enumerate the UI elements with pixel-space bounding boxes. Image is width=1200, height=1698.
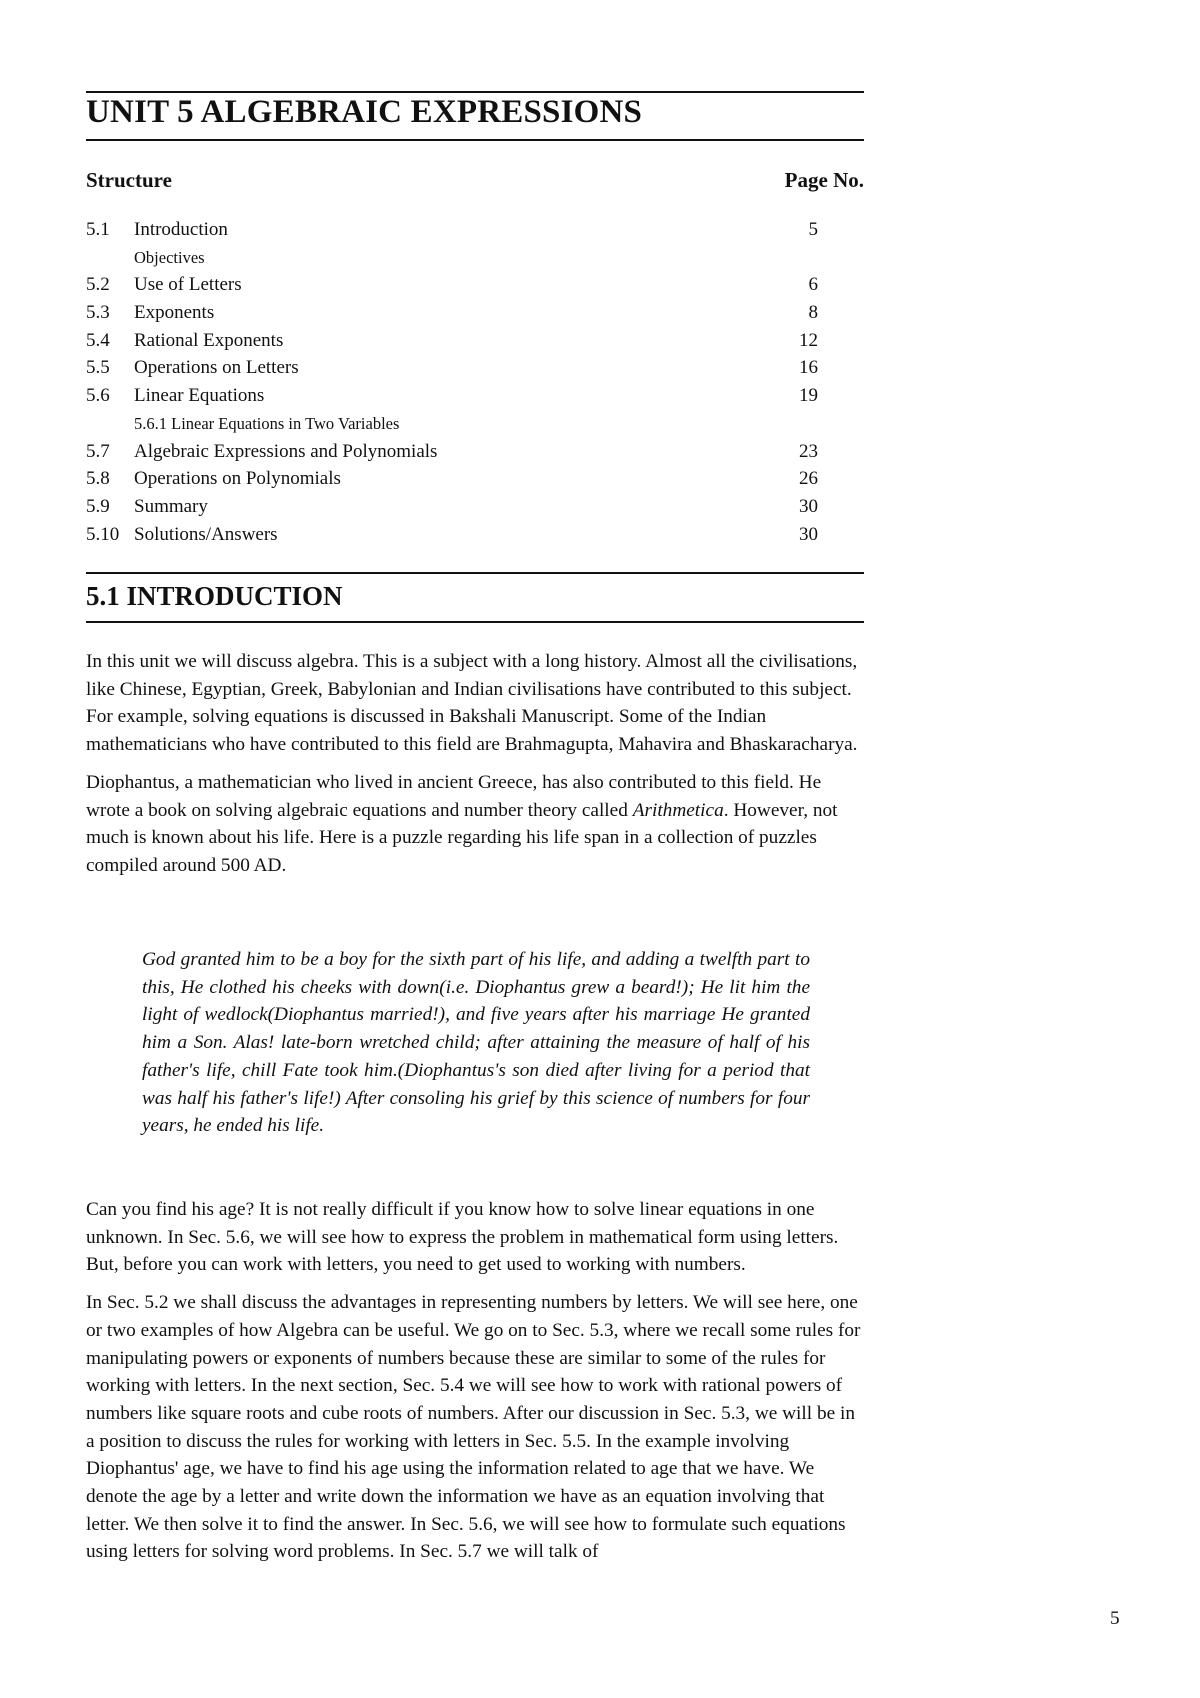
toc-number: 5.3	[86, 302, 110, 324]
toc-item	[86, 438, 818, 466]
toc-item	[86, 216, 818, 244]
toc-number: 5.5	[86, 357, 110, 379]
paragraph-2-text-a: Diophantus, a mathematician who lived in ancient Greece, has also contributed to this field. He wrote a book on solving algebraic equations and number theory called	[86, 771, 822, 821]
toc-page: 19	[799, 385, 818, 407]
paragraph-3: Can you find his age? It is not really difficult if you know how to solve linear equations in one unknown. In Sec. 5.6, we will see how to express the problem in mathematical form using letters. But, before you can work with letters, you need to get used to working with numbers.	[86, 1199, 839, 1276]
toc-item	[86, 521, 818, 549]
toc-item	[86, 327, 818, 355]
toc-page: 30	[799, 495, 818, 517]
section-bottom-rule	[86, 621, 864, 623]
table-of-contents	[86, 216, 818, 548]
section-top-rule	[86, 572, 864, 574]
toc-item	[86, 271, 818, 299]
toc-label: Summary	[134, 495, 208, 517]
toc-label: Algebraic Expressions and Polynomials	[134, 440, 438, 462]
toc-label: Exponents	[134, 302, 215, 324]
toc-number: 5.9	[86, 495, 110, 517]
toc-label: Operations on Letters	[134, 357, 299, 379]
toc-label: Linear Equations	[134, 385, 265, 407]
toc-number: 5.6	[86, 385, 110, 407]
toc-number: 5.4	[86, 329, 110, 351]
toc-number: 5.2	[86, 274, 110, 296]
toc-item	[86, 382, 818, 410]
toc-label: Use of Letters	[134, 274, 242, 296]
toc-number: 5.7	[86, 440, 110, 462]
toc-item	[86, 493, 818, 521]
toc-page: 30	[799, 523, 818, 545]
section-title: 5.1 INTRODUCTION	[86, 581, 343, 611]
toc-number: 5.8	[86, 468, 110, 490]
toc-page: 23	[799, 440, 818, 462]
toc-page: 6	[808, 274, 818, 296]
page-no-heading: Page No.	[784, 168, 864, 192]
toc-page: 8	[808, 302, 818, 324]
intro-body-2	[86, 1196, 864, 1576]
toc-item	[86, 465, 818, 493]
title-underline	[86, 139, 864, 141]
top-rule	[86, 91, 864, 93]
toc-number: 5.10	[86, 523, 120, 545]
page-number: 5	[1110, 1608, 1120, 1629]
toc-label: Solutions/Answers	[134, 523, 278, 545]
toc-label: Operations on Polynomials	[134, 468, 341, 490]
structure-heading: Structure	[86, 168, 172, 192]
paragraph-1: In this unit we will discuss algebra. This is a subject with a long history. Almost all the civilisations, like Chinese, Egyptian, Greek, Babylonian and Indian civilisations have contributed to this subject. For example, solving equations is discussed in Bakshali Manuscript. Some of the Indian mathematicians who have contributed to this field are Brahmagupta, Mahavira and Bhaskaracharya.	[86, 651, 858, 756]
toc-subitem: 5.6.1 Linear Equations in Two Variables	[134, 413, 400, 433]
toc-page: 5	[808, 219, 818, 240]
toc-label: Introduction	[134, 219, 228, 240]
toc-page: 12	[799, 329, 818, 351]
toc-subitem: Objectives	[134, 247, 205, 267]
toc-number: 5.1	[86, 219, 110, 240]
toc-item	[86, 299, 818, 327]
paragraph-4: In Sec. 5.2 we shall discuss the advantages in representing numbers by letters. We will see here, one or two examples of how Algebra can be useful. We go on to Sec. 5.3, where we recall some rules for manipulating powers or exponents of numbers because these are similar to some of the rules for working with letters. In the next section, Sec. 5.4 we will see how to work with rational powers of numbers like square roots and cube roots of numbers. After our discussion in Sec. 5.3, we will be in a position to discuss the rules for working with letters in Sec. 5.5. In the example involving Diophantus' age, we have to find his age using the information related to age that we have. We denote the age by a letter and write down the information we have as an equation involving that letter. We then solve it to find the answer. In Sec. 5.6, we will see how to formulate such equations using letters for solving word problems. In Sec. 5.7 we will talk of	[86, 1292, 861, 1563]
paragraph-2-text-b: . However, not much is known about his life. Here is a puzzle regarding his life span in a collection of puzzles compiled around 500 AD.	[86, 799, 838, 876]
toc-item	[86, 354, 818, 382]
paragraph-2	[86, 769, 864, 880]
structure-header	[86, 168, 864, 193]
diophantus-puzzle-quote	[142, 946, 810, 1140]
toc-page: 26	[799, 468, 818, 490]
toc-page: 16	[799, 357, 818, 379]
unit-title: UNIT 5 ALGEBRAIC EXPRESSIONS	[86, 94, 643, 130]
intro-body-1	[86, 648, 864, 890]
quote-text: God granted him to be a boy for the sixth part of his life, and adding a twelfth part to this, He clothed his cheeks with down(i.e. Diophantus grew a beard!); He lit him the light of wedlock(Diophantus married!), and five years after his marriage He granted him a Son. Alas! late-born wretched child; after attaining the measure of half of his father's life, chill Fate took him.(Diophantus's son died after living for a period that was half his father's life!) After consoling his grief by this science of numbers for four years, he ended his life.	[142, 949, 810, 1137]
book-title-arithmetica: Arithmetica	[632, 799, 724, 821]
toc-label: Rational Exponents	[134, 329, 284, 351]
